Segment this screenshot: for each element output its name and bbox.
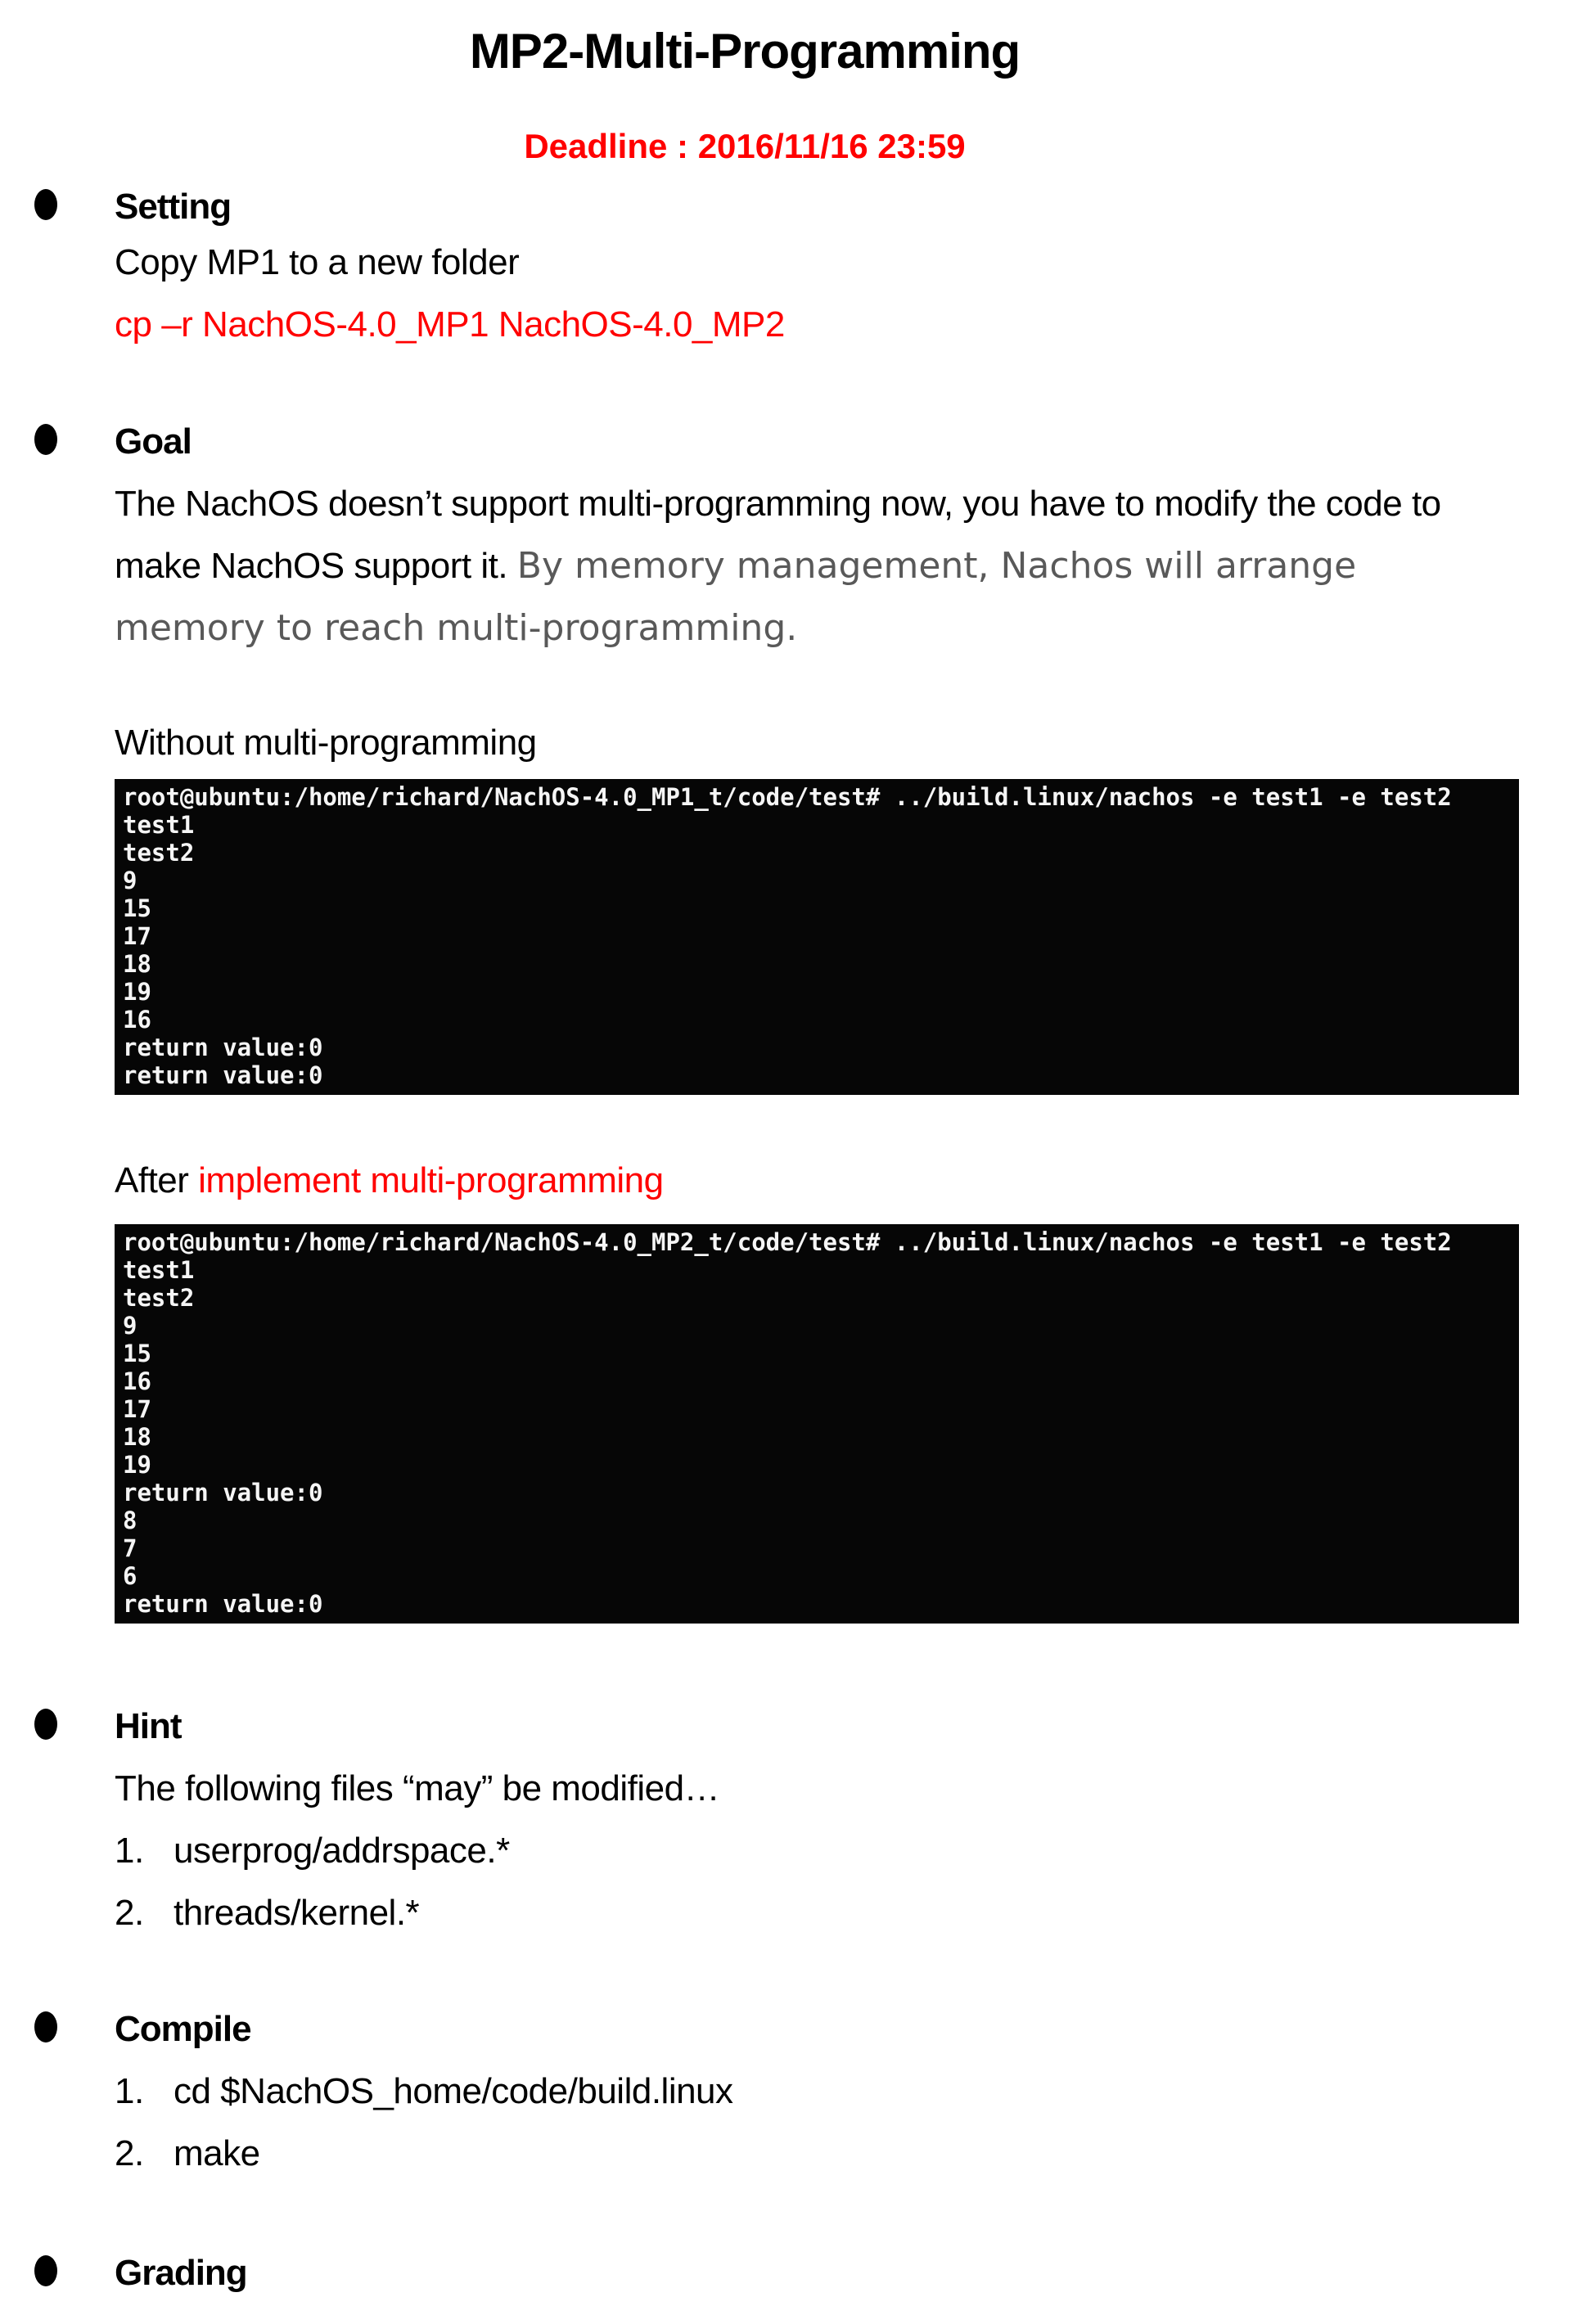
terminal-line: return value:0 [123,1479,323,1507]
terminal-line: 16 [123,1006,151,1034]
compile-item-2-text: make [174,2133,260,2173]
bullet-icon [34,2011,57,2043]
terminal-after [115,1224,1519,1624]
setting-command: cp –r NachOS-4.0_MP1 NachOS-4.0_MP2 [115,304,785,345]
section-compile-heading [0,2006,1555,2056]
terminal-line: 8 [123,1507,137,1534]
goal-paragraph [115,473,1465,660]
page-title: MP2-Multi-Programming [469,24,1021,79]
terminal-line: 17 [123,922,151,950]
hint-item-2-text: threads/kernel.* [174,1893,420,1933]
terminal-line: 16 [123,1367,151,1395]
list-number: 2. [115,1893,144,1933]
terminal-line: test2 [123,1284,195,1312]
section-grading-heading [0,2250,1555,2299]
terminal-line: 19 [123,978,151,1006]
terminal-line: 15 [123,1340,151,1367]
setting-line-copy: Copy MP1 to a new folder [115,242,520,282]
terminal-line: 18 [123,950,151,978]
hint-intro: The following files “may” be modified… [115,1768,720,1808]
without-label: Without multi-programming [115,723,537,763]
goal-heading-label: Goal [115,421,192,462]
terminal-line: test2 [123,839,195,867]
terminal-line: 19 [123,1451,151,1479]
deadline-text: Deadline : 2016/11/16 23:59 [524,127,966,165]
hint-item-1 [115,1828,1506,1874]
compile-heading-label: Compile [115,2009,251,2049]
goal-text-black: The NachOS doesn’t support multi-programming now, you have to modify the code to make NachOS support it. [115,484,1441,586]
section-setting-heading [0,184,1555,233]
hint-heading-label: Hint [115,1706,182,1746]
terminal-line: return value:0 [123,1034,323,1061]
terminal-line: 6 [123,1562,137,1590]
bullet-icon [34,189,57,220]
bullet-icon [34,424,57,455]
bullet-icon [34,2255,57,2286]
bullet-icon [34,1709,57,1740]
terminal-without [115,779,1519,1095]
list-number: 1. [115,1831,144,1871]
after-label [115,1158,1506,1204]
after-label-red: implement multi-programming [198,1160,664,1200]
after-label-black: After [115,1160,199,1200]
section-goal-heading [0,419,1555,468]
list-number: 2. [115,2133,144,2173]
compile-item-1 [115,2069,1506,2115]
terminal-line: return value:0 [123,1061,323,1089]
hint-item-2 [115,1890,1506,1936]
hint-item-1-text: userprog/addrspace.* [174,1831,510,1871]
terminal-line: 18 [123,1423,151,1451]
terminal-line: root@ubuntu:/home/richard/NachOS-4.0_MP2_t/code/test# ../build.linux/nachos -e test1 -e test2 [123,1228,1452,1256]
grading-heading-label: Grading [115,2253,247,2293]
terminal-line: 9 [123,867,137,894]
terminal-line: root@ubuntu:/home/richard/NachOS-4.0_MP1_t/code/test# ../build.linux/nachos -e test1 -e test2 [123,783,1452,811]
terminal-line: 15 [123,894,151,922]
compile-item-2 [115,2131,1506,2177]
terminal-line: return value:0 [123,1590,323,1618]
terminal-line: test1 [123,1256,195,1284]
goal-text-gray: By memory management, Nachos will arrange memory to reach multi-programming. [115,545,1357,649]
terminal-line: test1 [123,811,195,839]
section-hint-heading [0,1704,1555,1753]
list-number: 1. [115,2071,144,2111]
terminal-line: 9 [123,1312,137,1340]
terminal-line: 7 [123,1534,137,1562]
setting-heading-label: Setting [115,187,232,227]
terminal-line: 17 [123,1395,151,1423]
compile-item-1-text: cd $NachOS_home/code/build.linux [174,2071,733,2111]
